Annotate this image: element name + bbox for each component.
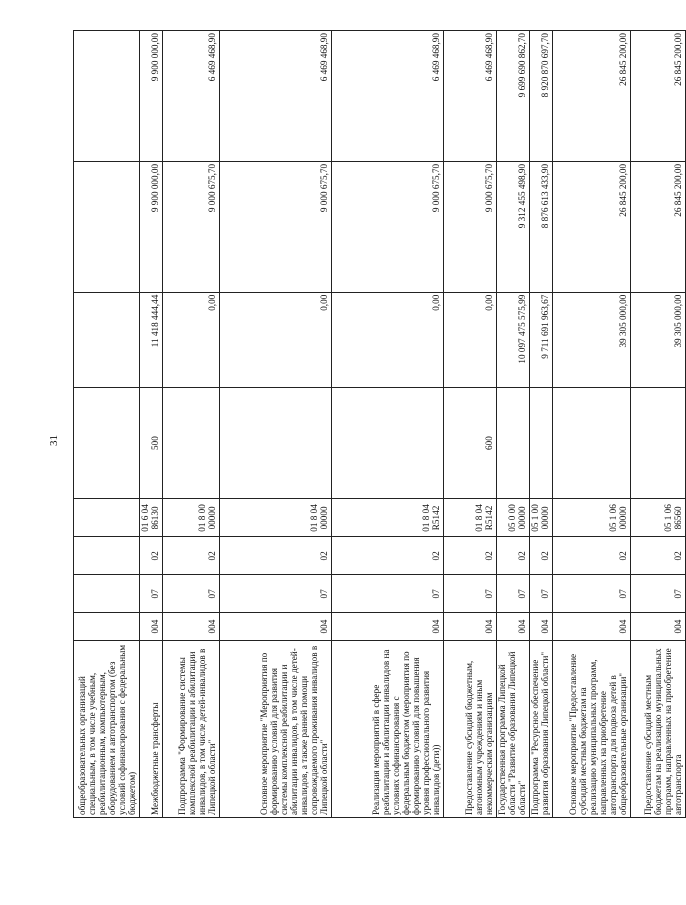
target-code: 05 0 00 00000: [496, 499, 529, 537]
section-code: 07: [331, 575, 443, 613]
admin-code: [74, 613, 140, 640]
table-row: [529, 31, 552, 818]
target-code: [74, 499, 140, 537]
value-next1: 9 000 675,70: [331, 161, 443, 292]
table-row: [74, 31, 140, 818]
page-number: 31: [48, 435, 60, 446]
budget-table: [73, 30, 686, 818]
admin-code: 004: [552, 613, 630, 640]
value-current: 11 418 444,44: [140, 292, 163, 387]
row-name: Предоставление субсидий местным бюджетам на реализацию муниципальных программ, направленных на приобретение автотранспорта: [630, 640, 685, 817]
table-row: [219, 31, 331, 818]
subsection-code: [74, 537, 140, 575]
rotated-page-content: [73, 30, 683, 818]
value-current: 9 711 691 963,67: [529, 292, 552, 387]
admin-code: 004: [331, 613, 443, 640]
section-code: [74, 575, 140, 613]
value-current: 0,00: [162, 292, 219, 387]
value-next2: 6 469 468,90: [219, 31, 331, 162]
table-row: [630, 31, 685, 818]
value-next1: 26 845 200,00: [552, 161, 630, 292]
row-name: Подпрограмма "Ресурсное обеспечение развития образования Липецкой области": [529, 640, 552, 817]
value-current: [74, 292, 140, 387]
value-next1: [74, 161, 140, 292]
row-name: Подпрограмма "Формирование системы комплексной реабилитации и абилитации инвалидов, в том числе детей-инвалидов в Липецкой области": [162, 640, 219, 817]
value-next1: 9 312 455 498,90: [496, 161, 529, 292]
target-code: 05 1 06 86560: [630, 499, 685, 537]
value-current: 0,00: [331, 292, 443, 387]
admin-code: 004: [529, 613, 552, 640]
value-current: 0,00: [219, 292, 331, 387]
value-next2: 9 699 690 862,70: [496, 31, 529, 162]
value-next1: 26 845 200,00: [630, 161, 685, 292]
value-next1: 9 900 000,00: [140, 161, 163, 292]
row-name: Государственная программа Липецкой области "Развитие образования Липецкой области": [496, 640, 529, 817]
expense-type: [74, 387, 140, 499]
table-row: [331, 31, 443, 818]
value-current: 0,00: [443, 292, 496, 387]
table-row: [162, 31, 219, 818]
expense-type: [630, 387, 685, 499]
value-current: 39 305 000,00: [552, 292, 630, 387]
target-code: 01 8 00 00000: [162, 499, 219, 537]
value-next2: 6 469 468,90: [331, 31, 443, 162]
target-code: 05 1 06 00000: [552, 499, 630, 537]
admin-code: 004: [140, 613, 163, 640]
expense-type: [162, 387, 219, 499]
value-current: 10 097 475 575,99: [496, 292, 529, 387]
value-current: 39 305 000,00: [630, 292, 685, 387]
subsection-code: 02: [443, 537, 496, 575]
subsection-code: 02: [219, 537, 331, 575]
expense-type: 600: [443, 387, 496, 499]
value-next2: 6 469 468,90: [443, 31, 496, 162]
target-code: 01 8 04 00000: [219, 499, 331, 537]
expense-type: [529, 387, 552, 499]
value-next2: 9 900 000,00: [140, 31, 163, 162]
row-name: Предоставление субсидий бюджетным, автономным учреждениям и иным некоммерческим организациям: [443, 640, 496, 817]
value-next1: 9 000 675,70: [162, 161, 219, 292]
row-name: Основное мероприятие "Предоставление субсидий местным бюджетам на реализацию муниципальных программ, направленных на приобретение автотранспорта для подвоза детей в общеобразовательные организации": [552, 640, 630, 817]
expense-type: 500: [140, 387, 163, 499]
expense-type: [552, 387, 630, 499]
subsection-code: 02: [162, 537, 219, 575]
admin-code: 004: [443, 613, 496, 640]
admin-code: 004: [219, 613, 331, 640]
subsection-code: 02: [496, 537, 529, 575]
row-name: Межбюджетные трансферты: [140, 640, 163, 817]
subsection-code: 02: [331, 537, 443, 575]
value-next2: 26 845 200,00: [552, 31, 630, 162]
section-code: 07: [140, 575, 163, 613]
value-next1: 9 000 675,70: [443, 161, 496, 292]
subsection-code: 02: [630, 537, 685, 575]
value-next1: 8 876 613 433,90: [529, 161, 552, 292]
section-code: 07: [552, 575, 630, 613]
target-code: 05 1 00 00000: [529, 499, 552, 537]
section-code: 07: [162, 575, 219, 613]
section-code: 07: [529, 575, 552, 613]
section-code: 07: [630, 575, 685, 613]
admin-code: 004: [162, 613, 219, 640]
subsection-code: 02: [529, 537, 552, 575]
section-code: 07: [496, 575, 529, 613]
target-code: 01 8 04 R5142: [331, 499, 443, 537]
subsection-code: 02: [552, 537, 630, 575]
table-row: [140, 31, 163, 818]
expense-type: [219, 387, 331, 499]
target-code: 01 8 04 R5142: [443, 499, 496, 537]
subsection-code: 02: [140, 537, 163, 575]
value-next2: 6 469 468,90: [162, 31, 219, 162]
value-next2: 26 845 200,00: [630, 31, 685, 162]
expense-type: [331, 387, 443, 499]
row-name: Реализация мероприятий в сфере реабилитации и абилитации инвалидов на условиях софинансирования с федеральным бюджетом (мероприятия по формированию условий для повышения уровня профессионального развития инвалидов (дети)): [331, 640, 443, 817]
section-code: 07: [443, 575, 496, 613]
table-row: [496, 31, 529, 818]
section-code: 07: [219, 575, 331, 613]
target-code: 01 6 04 86130: [140, 499, 163, 537]
value-next1: 9 000 675,70: [219, 161, 331, 292]
expense-type: [496, 387, 529, 499]
value-next2: 8 920 870 697,70: [529, 31, 552, 162]
row-name: общеобразовательных организаций специальным, в том числе учебным, реабилитационным, компьютерным, оборудованием и автотранспортом (без условий софинансирования с федеральным бюджетом): [74, 640, 140, 817]
table-row: [552, 31, 630, 818]
table-row: [443, 31, 496, 818]
value-next2: [74, 31, 140, 162]
admin-code: 004: [630, 613, 685, 640]
admin-code: 004: [496, 613, 529, 640]
row-name: Основное мероприятие "Мероприятия по формированию условий для развития системы комплексной реабилитации и абилитации инвалидов, в том числе детей-инвалидов, а также ранней помощи сопровождаемого проживания инвалидов в Липецкой области": [219, 640, 331, 817]
